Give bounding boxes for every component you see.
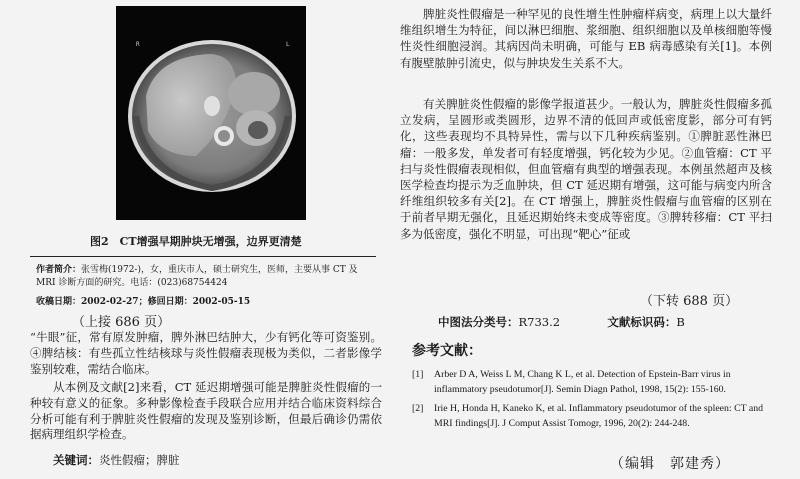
footnote-rule (30, 256, 376, 257)
svg-text:R: R (136, 41, 140, 48)
doc-code-value: B (676, 315, 685, 329)
continued-to-note: （下转 688 页） (640, 294, 739, 309)
figure-caption: 图2 CT增强早期肿块无增强，边界更清楚 (90, 235, 302, 248)
keywords-value: 炎性假瘤；脾脏 (99, 453, 180, 467)
left-paragraph-2: 从本例及文献[2]来看，CT 延迟期增强可能是脾脏炎性假瘤的一种较有意义的征象。多种影像检查手段联合应用并结合临床资料综合分析可能有利于脾脏炎性假瘤的发现及鉴别诊断，但最后确诊仍需依据病理组织学检查。 (30, 380, 382, 442)
author-info-text: 张雪梅(1972-)，女，重庆市人，硕士研究生，医师，主要从事 CT 及 MRI 诊断方面的研究。电话：(023)68754424 (36, 265, 358, 288)
svg-text:L: L (286, 41, 290, 48)
references-heading: 参考文献： (412, 343, 482, 359)
received-dates: 收稿日期：2002-02-27；修回日期：2002-05-15 (36, 297, 251, 307)
reference-number: [1] (412, 369, 424, 380)
references-list (412, 367, 772, 435)
editor-note: （编辑 郭建秀） (610, 456, 730, 472)
clc-value: R733.2 (518, 315, 561, 329)
clc-label: 中图法分类号： (438, 315, 519, 329)
doc-code-label: 文献标识码： (607, 315, 677, 329)
keywords-label: 关键词： (53, 453, 99, 467)
continued-from-note: （上接 686 页） (72, 315, 171, 330)
author-info-label: 作者简介： (36, 265, 82, 275)
right-paragraph-2: 有关脾脏炎性假瘤的影像学报道甚少。一般认为，脾脏炎性假瘤多孤立发病，呈圆形或类圆形，边界不清的低回声或低密度影，部分可有钙化，这些表现均不具特异性，需与以下几种疾病鉴别。①脾脏恶性淋巴瘤：一般多发，单发者可有轻度增强，钙化较为少见。②血管瘤：CT 平扫与炎性假瘤表现相似，但血管瘤有典型的增强表现。本例虽然超声及核医学检查均提示为乏血肿块，但 CT 延迟期有增强，这可能与病变内所含纤维组织较多有关[2]。在 CT 增强上，脾脏炎性假瘤与血管瘤的区别在于前者早期无强化，且延迟期始终未变成等密度。③脾转移瘤：CT 平扫多为低密度，强化不明显，可出现“靶心”征或 (400, 97, 772, 241)
classification-line (438, 314, 685, 330)
reference-number: [2] (412, 403, 424, 414)
keywords-line (30, 453, 382, 469)
reference-item (412, 367, 772, 397)
author-info (36, 264, 378, 290)
left-paragraph-1: “牛眼”征，常有原发肿瘤，脾外淋巴结肿大，少有钙化等可资鉴别。④脾结核：有些孤立性结核球与炎性假瘤表现极为类似，二者影像学鉴别较难，需结合临床。 (30, 330, 382, 376)
ct-scan-image (116, 6, 306, 220)
reference-item (412, 401, 772, 431)
reference-text: Irie H, Honda H, Kaneko K, et al. Inflammatory pseudotumor of the spleen: CT and MRI findings[J]. J Comput Assist Tomogr, 1996, 20(2): 244-248. (434, 403, 764, 429)
right-paragraph-1: 脾脏炎性假瘤是一种罕见的良性增生性肿瘤样病变，病理上以大量纤维组织增生为特征，间以淋巴细胞、浆细胞、组织细胞以及单核细胞等慢性炎性细胞浸润。其病因尚未明确，可能与 EB 病毒感染有关[1]。本例有腹壁脓肿引流史，似与肿块发生关系不大。 (400, 7, 772, 70)
reference-text: Arber D A, Weiss L M, Chang K L, et al. Detection of Epstein-Barr virus in inflammatory pseudotumor[J]. Semin Diagn Pathol, 1998, 15(2): 155-160. (434, 369, 731, 395)
